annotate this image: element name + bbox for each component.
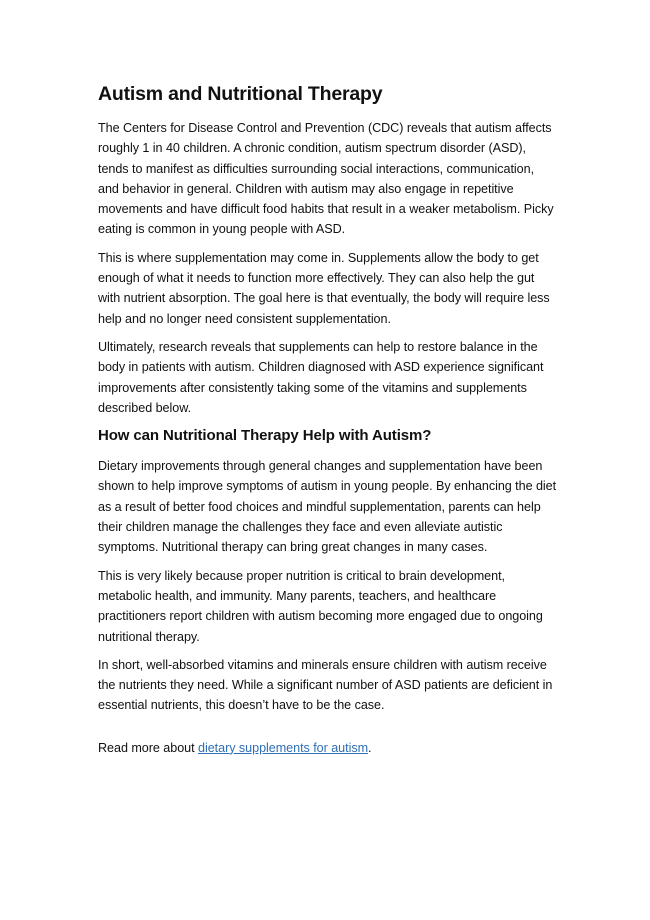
read-more-suffix: .: [368, 740, 372, 755]
section-paragraph-3: In short, well-absorbed vitamins and minerals ensure children with autism receive the nutrients they need. While a significant number of ASD patients are deficient in essential nutrients, this doesn’t have to be the case.: [98, 657, 553, 713]
dietary-supplements-link[interactable]: dietary supplements for autism: [198, 740, 369, 755]
section-paragraph-1: Dietary improvements through general changes and supplementation have been shown to help improve symptoms of autism in young people. By enhancing the diet as a result of better food choices and mindful supplementation, parents can help their children manage the challenges they face and even alleviate autistic symptoms. Nutritional therapy can bring great changes in many cases.: [98, 459, 557, 555]
intro-paragraph-1: The Centers for Disease Control and Prevention (CDC) reveals that autism affects roughly 1 in 40 children. A chronic condition, autism spectrum disorder (ASD), tends to manifest as difficulties surrounding social interactions, communication, and behavior in general. Children with autism may also engage in repetitive movements and have difficult food habits that result in a weaker metabolism. Picky eating is common in young people with ASD.: [98, 121, 554, 237]
intro-paragraph-2: This is where supplementation may come in. Supplements allow the body to get enough of what it needs to function more effectively. They can also help the gut with nutrient absorption. The goal here is that eventually, the body will require less help and no longer need consistent supplementation.: [98, 250, 550, 326]
section-heading: How can Nutritional Therapy Help with Autism?: [98, 427, 432, 445]
document-page: [98, 82, 558, 766]
read-more-line: [98, 738, 558, 758]
intro-paragraph-3: Ultimately, research reveals that supplements can help to restore balance in the body in patients with autism. Children diagnosed with ASD experience significant improvements after consistently taking some of the vitamins and supplements described below.: [98, 339, 544, 415]
read-more-prefix: Read more about: [98, 740, 199, 755]
page-title: Autism and Nutritional Therapy: [98, 83, 383, 105]
section-paragraph-2: This is very likely because proper nutrition is critical to brain development, metabolic health, and immunity. Many parents, teachers, and healthcare practitioners report children with autism becoming more engaged due to ongoing nutritional therapy.: [98, 568, 543, 644]
